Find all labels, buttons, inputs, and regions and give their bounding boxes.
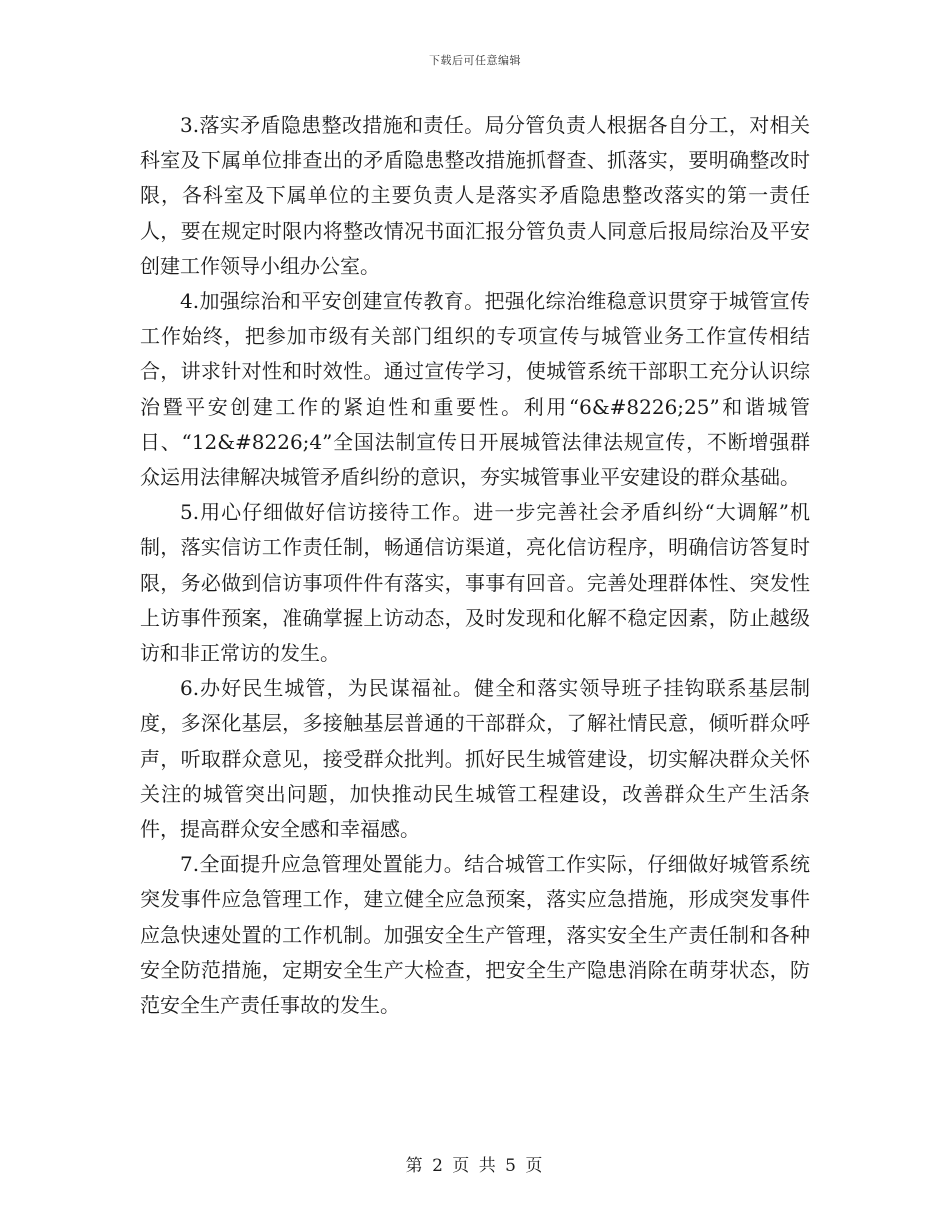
page-header-note: 下载后可任意编辑 [429,54,521,67]
document-body [140,108,810,1023]
paragraph-item-3: 3.落实矛盾隐患整改措施和责任。局分管负责人根据各自分工，对相关科室及下属单位排查出的矛盾隐患整改措施抓督查、抓落实，要明确整改时限，各科室及下属单位的主要负责人是落实矛盾隐患整改落实的第一责任人，要在规定时限内将整改情况书面汇报分管负责人同意后报局综治及平安创建工作领导小组办公室。 [140,113,810,278]
paragraph-item-5: 5.用心仔细做好信访接待工作。进一步完善社会矛盾纠纷“大调解”机制，落实信访工作责任制，畅通信访渠道，亮化信访程序，明确信访答复时限，务必做到信访事项件件有落实，事事有回音。完善处理群体性、突发性上访事件预案，准确掌握上访动态，及时发现和化解不稳定因素，防止越级访和非正常访的发生。 [140,500,810,666]
page-number-footer: 第 2 页 共 5 页 [405,1156,545,1176]
paragraph-item-4: 4.加强综治和平安创建宣传教育。把强化综治维稳意识贯穿于城管宣传工作始终，把参加市级有关部门组织的专项宣传与城管业务工作宣传相结合，讲求针对性和时效性。通过宣传学习，使城管系统干部职工充分认识综治暨平安创建工作的紧迫性和重要性。利用“6&#8226;25”和谐城管日、“12&#8226;4”全国法制宣传日开展城管法律法规宣传，不断增强群众运用法律解决城管矛盾纠纷的意识，夯实城管事业平安建设的群众基础。 [140,289,810,490]
paragraph-item-7: 7.全面提升应急管理处置能力。结合城管工作实际，仔细做好城管系统突发事件应急管理工作，建立健全应急预案，落实应急措施，形成突发事件应急快速处置的工作机制。加强安全生产管理，落实安全生产责任制和各种安全防范措施，定期安全生产大检查，把安全生产隐患消除在萌芽状态，防范安全生产责任事故的发生。 [140,852,810,1018]
paragraph-item-6: 6.办好民生城管，为民谋福祉。健全和落实领导班子挂钩联系基层制度，多深化基层，多接触基层普通的干部群众，了解社情民意，倾听群众呼声，听取群众意见，接受群众批判。抓好民生城管建设，切实解决群众关怀关注的城管突出问题，加快推动民生城管工程建设，改善群众生产生活条件，提高群众安全感和幸福感。 [140,676,810,842]
